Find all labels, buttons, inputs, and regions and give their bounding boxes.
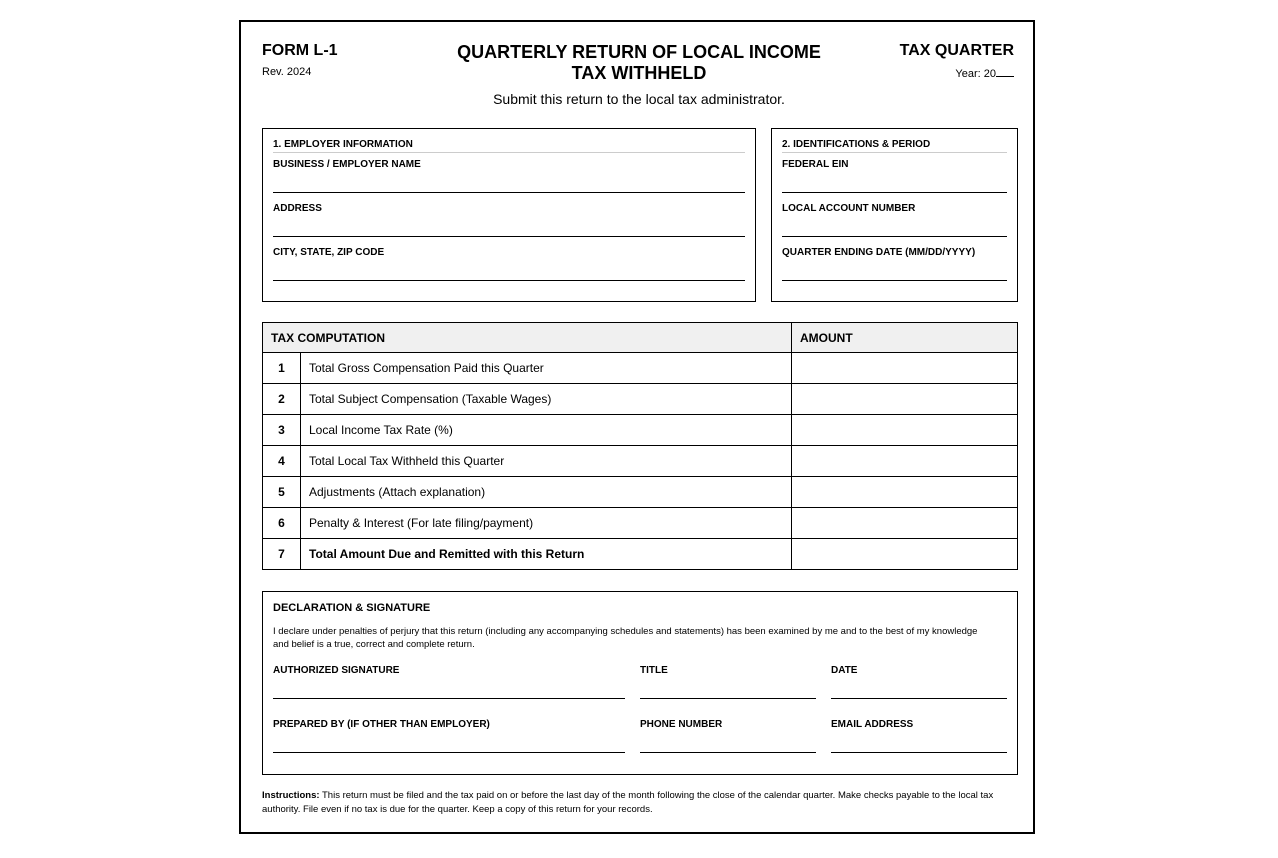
address-field[interactable] (273, 236, 745, 237)
declaration-section (262, 591, 1018, 775)
line-number: 1 (263, 353, 301, 384)
year-blank[interactable] (996, 66, 1014, 77)
year-field[interactable] (955, 66, 1014, 80)
line-amount-field[interactable] (792, 384, 1018, 415)
instructions (262, 789, 1020, 817)
line-amount-field[interactable] (792, 446, 1018, 477)
signature-field[interactable] (273, 698, 625, 699)
line-label: Total Local Tax Withheld this Quarter (301, 446, 792, 477)
phone-field[interactable] (640, 752, 816, 753)
prepared-by-label: PREPARED BY (IF OTHER THAN EMPLOYER) (273, 719, 490, 730)
city-state-zip-field[interactable] (273, 280, 745, 281)
local-account-field[interactable] (782, 236, 1007, 237)
employer-info-section (262, 128, 756, 302)
table-row (263, 508, 1018, 539)
employer-name-label: BUSINESS / EMPLOYER NAME (273, 159, 421, 170)
line-amount-field[interactable] (792, 415, 1018, 446)
tax-quarter-label: TAX QUARTER (899, 42, 1014, 59)
table-row (263, 477, 1018, 508)
form-revision: Rev. 2024 (262, 66, 312, 78)
federal-ein-field[interactable] (782, 192, 1007, 193)
table-row (263, 415, 1018, 446)
line-label: Local Income Tax Rate (%) (301, 415, 792, 446)
employer-name-field[interactable] (273, 192, 745, 193)
employer-info-title: 1. EMPLOYER INFORMATION (273, 139, 745, 153)
identifications-section (771, 128, 1018, 302)
line-label: Adjustments (Attach explanation) (301, 477, 792, 508)
identifications-title: 2. IDENTIFICATIONS & PERIOD (782, 139, 1007, 153)
line-amount-field[interactable] (792, 353, 1018, 384)
total-amount-field[interactable] (792, 539, 1018, 570)
form-id: FORM L-1 (262, 42, 338, 59)
title-field[interactable] (640, 698, 816, 699)
date-label: DATE (831, 665, 858, 676)
line-number: 2 (263, 384, 301, 415)
local-account-label: LOCAL ACCOUNT NUMBER (782, 203, 916, 214)
line-amount-field[interactable] (792, 508, 1018, 539)
tax-computation-header: TAX COMPUTATION (263, 323, 792, 353)
declaration-title: DECLARATION & SIGNATURE (273, 602, 431, 614)
phone-label: PHONE NUMBER (640, 719, 723, 730)
address-label: ADDRESS (273, 203, 322, 214)
table-row (263, 446, 1018, 477)
quarter-ending-label: QUARTER ENDING DATE (MM/DD/YYYY) (782, 247, 976, 258)
line-number: 6 (263, 508, 301, 539)
table-header-row (263, 323, 1018, 353)
line-amount-field[interactable] (792, 477, 1018, 508)
date-field[interactable] (831, 698, 1007, 699)
email-field[interactable] (831, 752, 1007, 753)
instructions-label: Instructions: (262, 790, 320, 801)
quarter-ending-field[interactable] (782, 280, 1007, 281)
form-title: QUARTERLY RETURN OF LOCAL INCOME TAX WITHHELD (457, 42, 821, 83)
line-number: 4 (263, 446, 301, 477)
tax-computation-table (262, 322, 1018, 570)
federal-ein-label: FEDERAL EIN (782, 159, 849, 170)
amount-header: AMOUNT (792, 323, 1018, 353)
form-subtitle: Submit this return to the local tax administrator. (493, 91, 785, 107)
line-label: Penalty & Interest (For late filing/payment) (301, 508, 792, 539)
line-number: 7 (263, 539, 301, 570)
prepared-by-field[interactable] (273, 752, 625, 753)
line-label: Total Subject Compensation (Taxable Wages) (301, 384, 792, 415)
city-state-zip-label: CITY, STATE, ZIP CODE (273, 247, 385, 258)
declaration-text: I declare under penalties of perjury that this return (including any accompanying schedules and statements) has been examined by me and to the best of my knowledge and belief is a true, correct and complete return. (273, 626, 978, 650)
total-row (263, 539, 1018, 570)
instructions-text: This return must be filed and the tax paid on or before the last day of the month following the close of the calendar quarter. Make checks payable to the local tax authority. File even if no tax is due for the quarter. Keep a copy of this return for your records. (262, 790, 994, 815)
signature-label: AUTHORIZED SIGNATURE (273, 665, 400, 676)
email-label: EMAIL ADDRESS (831, 719, 914, 730)
year-label: Year: 20 (955, 68, 996, 80)
line-label: Total Gross Compensation Paid this Quarter (301, 353, 792, 384)
line-number: 5 (263, 477, 301, 508)
table-row (263, 353, 1018, 384)
line-number: 3 (263, 415, 301, 446)
table-row (263, 384, 1018, 415)
title-label: TITLE (640, 665, 668, 676)
tax-form (239, 20, 1035, 834)
line-label: Total Amount Due and Remitted with this Return (301, 539, 792, 570)
